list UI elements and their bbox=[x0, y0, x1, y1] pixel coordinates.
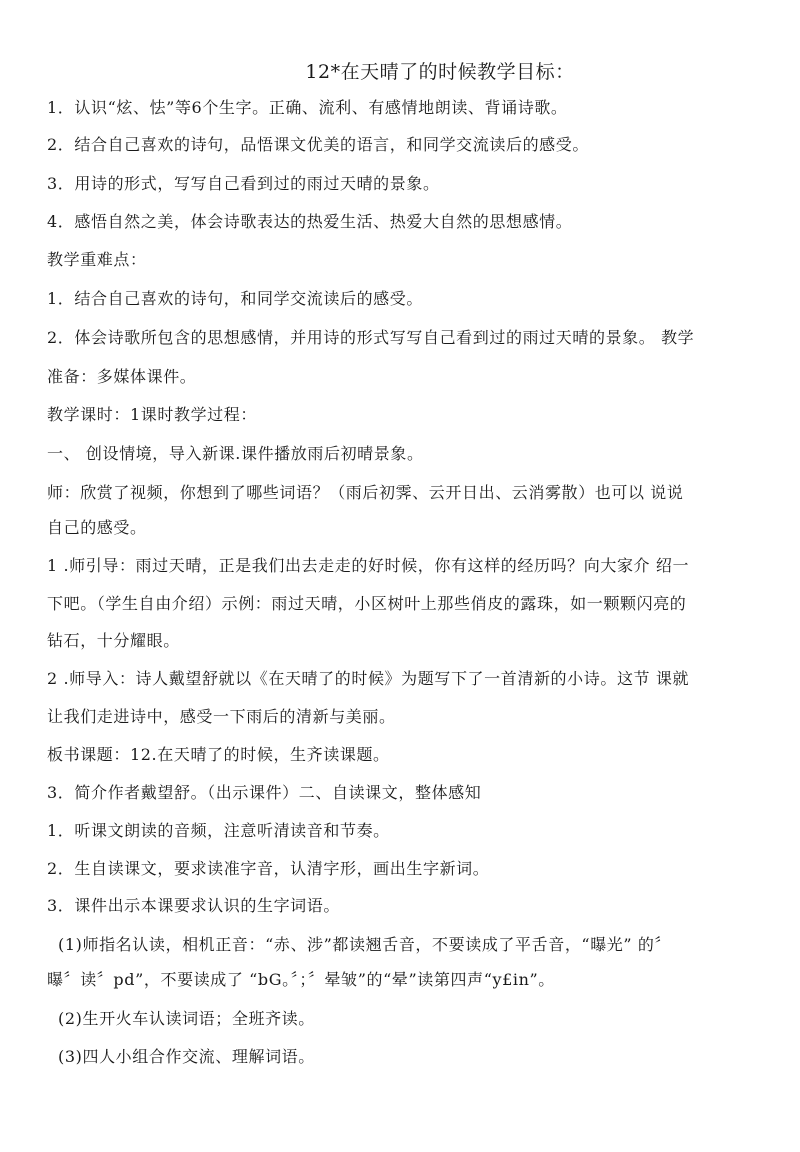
paragraph-line: 板书课题：12.在天晴了的时候，生齐读课题。 bbox=[47, 745, 390, 764]
paragraph-line: 自己的感受。 bbox=[47, 518, 147, 537]
paragraph-line: 让我们走进诗中，感受一下雨后的清新与美丽。 bbox=[47, 707, 396, 726]
section-heading-step-1: 一、 创设情境，导入新课.课件播放雨后初晴景象。 bbox=[47, 444, 424, 463]
paragraph-line: 3．简介作者戴望舒。（出示课件）二、自读课文，整体感知 bbox=[47, 783, 482, 802]
paragraph-line: 2 .师导入：诗人戴望舒就以《在天晴了的时候》为题写下了一首清新的小诗。这节 课就 bbox=[47, 669, 690, 688]
key-point-2: 2．体会诗歌所包含的思想感情，并用诗的形式写写自己看到过的雨过天晴的景象。 教学 bbox=[47, 328, 695, 347]
objective-1: 1．认识“炫、怯”等6个生字。正确、流利、有感情地朗读、背诵诗歌。 bbox=[47, 98, 568, 117]
paragraph-line: 1．听课文朗读的音频，注意听清读音和节奏。 bbox=[47, 821, 390, 840]
paragraph-line: 1 .师引导：雨过天晴，正是我们出去走走的好时候，你有这样的经历吗？向大家介 绍一 bbox=[47, 556, 690, 575]
paragraph-line: 3．课件出示本课要求认识的生字词语。 bbox=[47, 896, 340, 915]
paragraph-line: (1)师指名认读，相机正音：“赤、涉”都读翘舌音，不要读成了平舌音，“曝光” 的〞 bbox=[58, 935, 672, 954]
paragraph-line: (3)四人小组合作交流、理解词语。 bbox=[58, 1047, 315, 1066]
objective-3: 3．用诗的形式，写写自己看到过的雨过天晴的景象。 bbox=[47, 174, 440, 193]
paragraph-line: 曝〞读〞pd”，不要读成了 “bG。〞；〞晕皱”的“晕”读第四声“y£in”。 bbox=[47, 970, 555, 989]
paragraph-line: 2．生自读课文，要求读准字音，认清字形，画出生字新词。 bbox=[47, 859, 490, 878]
paragraph-line: 准备：多媒体课件。 bbox=[47, 367, 197, 386]
paragraph-line: 师：欣赏了视频，你想到了哪些词语？（雨后初霁、云开日出、云消雾散）也可以 说说 bbox=[47, 483, 684, 502]
paragraph-line: 教学课时：1课时教学过程： bbox=[47, 405, 257, 424]
section-heading-key-points: 教学重难点： bbox=[47, 250, 147, 269]
paragraph-line: 钻石，十分耀眼。 bbox=[47, 631, 180, 650]
key-point-1: 1．结合自己喜欢的诗句，和同学交流读后的感受。 bbox=[47, 289, 423, 308]
paragraph-line: 下吧。（学生自由介绍）示例：雨过天晴，小区树叶上那些俏皮的露珠，如一颗颗闪亮的 bbox=[47, 594, 687, 613]
document-title: 12*在天晴了的时候教学目标： bbox=[305, 61, 575, 83]
objective-2: 2．结合自己喜欢的诗句，品悟课文优美的语言，和同学交流读后的感受。 bbox=[47, 135, 589, 154]
paragraph-line: (2)生开火车认读词语；全班齐读。 bbox=[58, 1009, 315, 1028]
objective-4: 4．感悟自然之美，体会诗歌表达的热爱生活、热爱大自然的思想感情。 bbox=[47, 212, 573, 231]
